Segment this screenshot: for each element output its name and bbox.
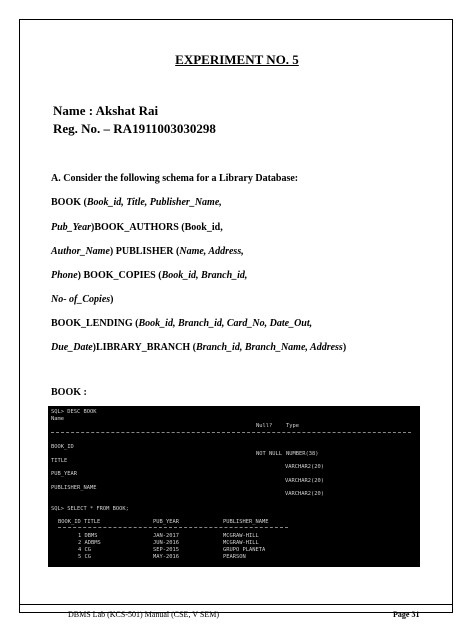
- select-header-pub-year: PUB_YEAR: [153, 519, 179, 525]
- desc-header-name: Name: [51, 416, 64, 422]
- desc-separator: [51, 432, 411, 433]
- select-header-id-title: BOOK_ID TITLE: [58, 519, 101, 525]
- select-row-year: JUN-2016: [153, 540, 179, 546]
- book-label: BOOK :: [51, 387, 87, 398]
- select-row-id-title: 4 CG: [78, 547, 91, 553]
- schema-line-7: Due_Date)LIBRARY_BRANCH (Branch_id, Branch_Name, Address): [51, 342, 347, 353]
- schema-line-2: Pub_Year)BOOK_AUTHORS (Book_id,: [51, 222, 223, 233]
- desc-row-type: VARCHAR2(20): [285, 464, 324, 470]
- footer-rule: [19, 604, 453, 605]
- select-row-id-title: 2 ADBMS: [78, 540, 101, 546]
- terminal-command-select: SQL> SELECT * FROM BOOK;: [51, 506, 129, 512]
- desc-row-name: PUBLISHER_NAME: [51, 485, 97, 491]
- student-info: [53, 102, 216, 138]
- select-row-year: JAN-2017: [153, 533, 179, 539]
- experiment-heading: EXPERIMENT NO. 5: [175, 52, 299, 67]
- schema-line-5: No- of_Copies): [51, 294, 114, 305]
- desc-row-type: VARCHAR2(20): [285, 478, 324, 484]
- desc-header-type: Type: [286, 423, 299, 429]
- schema-line-1: BOOK (Book_id, Title, Publisher_Name,: [51, 197, 222, 208]
- registration-number: Reg. No. – RA1911003030298: [53, 121, 216, 136]
- question-text: A. Consider the following schema for a Library Database:: [51, 173, 299, 184]
- footer-page-number: Page 31: [393, 610, 420, 619]
- select-row-id-title: 1 DBMS: [78, 533, 98, 539]
- schema-line-3: Author_Name) PUBLISHER (Name, Address,: [51, 246, 244, 257]
- select-separator: [58, 527, 288, 528]
- desc-row-name: BOOK_ID: [51, 444, 74, 450]
- select-row-publisher: GRUPO PLANETA: [223, 547, 266, 553]
- select-row-year: SEP-2015: [153, 547, 179, 553]
- sql-terminal-screenshot: [48, 406, 420, 567]
- select-row-publisher: MCGRAW-HILL: [223, 533, 259, 539]
- footer-manual-title: DBMS Lab (KCS-501) Manual (CSE, V SEM): [68, 610, 220, 619]
- select-row-publisher: PEARSON: [223, 554, 246, 560]
- schema-line-4: Phone) BOOK_COPIES (Book_id, Branch_id,: [51, 270, 248, 281]
- student-name: Name : Akshat Rai: [53, 103, 159, 118]
- select-row-id-title: 5 CG: [78, 554, 91, 560]
- select-row-publisher: MCGRAW-HILL: [223, 540, 259, 546]
- terminal-command-desc: SQL> DESC BOOK: [51, 409, 97, 415]
- desc-header-null: Null?: [256, 423, 273, 429]
- select-header-publisher: PUBLISHER_NAME: [223, 519, 269, 525]
- desc-row-type: NUMBER(38): [286, 451, 319, 457]
- desc-row-name: PUB_YEAR: [51, 471, 77, 477]
- select-row-year: MAY-2016: [153, 554, 179, 560]
- desc-row-type: VARCHAR2(20): [285, 491, 324, 497]
- desc-row-name: TITLE: [51, 458, 68, 464]
- desc-row-null: NOT NULL: [256, 451, 282, 457]
- schema-line-6: BOOK_LENDING (Book_id, Branch_id, Card_No, Date_Out,: [51, 318, 313, 329]
